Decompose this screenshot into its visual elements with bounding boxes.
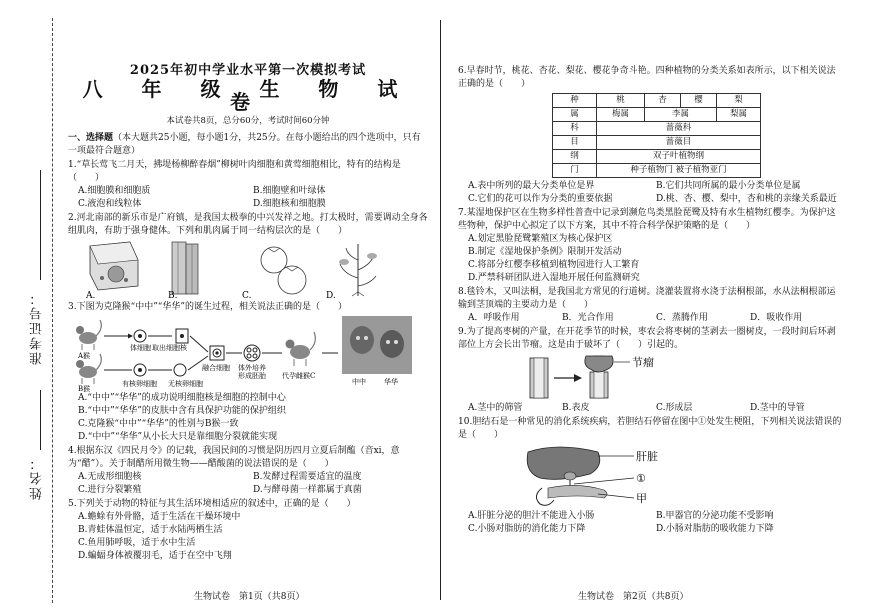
question-1 xyxy=(68,159,428,211)
table-row: 科 蔷薇科 xyxy=(553,122,761,136)
question-stem: 8.毯铃木，又叫法桐，是我国北方常见的行道树。浇灌装置将水浇于法桐根部，水从法桐根部运输到茎顶端的主要动力是（ ） xyxy=(458,287,836,310)
option-a[interactable]: A.细胞膜和细胞质 xyxy=(78,186,151,196)
table-row: 属 梅属 李属 梨属 xyxy=(553,108,761,122)
question-2 xyxy=(68,212,428,300)
option-d[interactable]: D.细胞核和细胞膜 xyxy=(253,199,326,209)
fig-label-liver: 肝脏 xyxy=(636,450,658,463)
fig-label-a: A. xyxy=(86,291,96,300)
fig-label-jia: 甲 xyxy=(636,492,647,505)
option-b[interactable]: B.细胞壁和叶绿体 xyxy=(253,186,326,196)
fig-label-b: B. xyxy=(168,291,178,300)
question-8 xyxy=(458,286,844,325)
monkey-a-icon xyxy=(76,320,101,350)
option-b[interactable]: B.制定《湿地保护条例》限制开发活动 xyxy=(468,247,622,257)
fig-label-c: C. xyxy=(242,291,252,300)
option-d[interactable]: D．吸收作用 xyxy=(750,313,803,323)
option-c[interactable]: C.小肠对脂肪的消化能力下降 xyxy=(468,524,586,534)
question-stem: 6.早春时节，桃花、杏花、梨花、樱花争奇斗艳。四种植物的分类关系如表所示，以下相关说法正确的是（ ） xyxy=(458,66,836,89)
option-c[interactable]: C.形成层 xyxy=(656,403,693,413)
option-a[interactable]: A．呼吸作用 xyxy=(468,313,520,323)
page-1 xyxy=(68,58,428,563)
option-b[interactable]: B.它们共同所属的最小分类单位是属 xyxy=(656,181,801,191)
tomato-illustration xyxy=(261,247,306,294)
girdling-diagram xyxy=(458,352,838,402)
question-10 xyxy=(458,416,844,536)
binding-dash-line xyxy=(52,18,53,603)
exam-info: 本试卷共8页，总分60分，考试时间60分钟 xyxy=(166,116,330,126)
stem-before xyxy=(530,358,548,398)
option-b[interactable]: B.表皮 xyxy=(562,403,590,413)
exam-id-label: 准考证号： xyxy=(30,290,45,365)
step-extract-nucleus: 取出细胞核 xyxy=(152,344,187,352)
exam-title: 2025年初中学业水平第一次模拟考试 xyxy=(129,63,367,78)
option-a[interactable]: A.肝脏分泌的胆汁不能进入小肠 xyxy=(468,511,595,521)
step-in-vitro: 体外培养 xyxy=(238,364,266,372)
option-c[interactable]: C.鱼用肺呼吸，适于水中生活 xyxy=(78,538,196,548)
question-stem: 4.根据东汉《四民月令》的记载，我国民间的习惯是阴历四月立夏后制醢（音xi，意为“醋”）。关于制醋所用微生物——醋酸菌的说法错误的是（ ） xyxy=(68,446,400,469)
muscle-tissue-illustration xyxy=(172,242,198,294)
plant-illustration xyxy=(339,244,377,296)
clone-name-1: 中中 xyxy=(352,378,366,386)
exam-subtitle: 八 年 级 生 物 试 卷 xyxy=(82,77,414,114)
option-a[interactable]: A.“中中”“华华”的成功说明细胞核是细胞的控制中心 xyxy=(78,393,286,403)
option-c[interactable]: C.液泡和线粒体 xyxy=(78,199,142,209)
q2-figure xyxy=(68,238,408,300)
option-b[interactable]: B．光合作用 xyxy=(562,313,614,323)
option-c[interactable]: C．蒸腾作用 xyxy=(656,313,708,323)
cell-illustration xyxy=(90,242,138,290)
section-heading: 一、选择题（本大题共25小题，每小题1分，共25分。在每小题给出的四个选项中，只有一项最符合题意） xyxy=(68,133,421,156)
option-a[interactable]: A.表中所列的最大分类单位是界 xyxy=(468,181,595,191)
option-a[interactable]: A.蟾蜍有外骨骼，适于生活在干燥环境中 xyxy=(78,512,241,522)
page-divider xyxy=(440,20,441,600)
option-b[interactable]: B.发酵过程需要适宜的温度 xyxy=(253,472,362,482)
question-stem: 9.为了提高枣树的产量，在开花季节的时候，枣农会将枣树的茎剥去一圈树皮，一段时间后环剥部位上方会长出节瘤。这是由于破坏了（ ）引起的。 xyxy=(458,327,836,350)
option-d[interactable]: D.与酵母菌一样都属于真菌 xyxy=(253,485,362,495)
exam-id-line xyxy=(40,170,41,280)
option-d[interactable]: D.“中中”“华华”从小长大只是靠细胞分裂就能实现 xyxy=(78,432,278,442)
monkey-b-label: B猴 xyxy=(78,385,91,392)
step-surrogate: 代孕雌猴C xyxy=(282,372,316,380)
footer-page-1: 生物试卷 第1页（共8页） xyxy=(194,592,305,602)
liver-illustration xyxy=(527,447,607,505)
option-c[interactable]: C.进行分裂繁殖 xyxy=(78,485,142,495)
option-c[interactable]: C.它们的花可以作为分类的重要依据 xyxy=(468,194,613,204)
option-d[interactable]: D.严禁科研团队进入湿地开展任何监测研究 xyxy=(468,273,640,283)
question-7 xyxy=(458,207,844,285)
question-3 xyxy=(68,301,428,444)
digestive-diagram xyxy=(458,442,838,510)
option-d[interactable]: D.桃、杏、樱、梨中，杏和桃的亲缘关系最近 xyxy=(656,194,837,204)
fig-label-one: ① xyxy=(636,472,646,485)
question-6 xyxy=(458,65,844,206)
option-b[interactable]: B.青蛙体温恒定，适于水陆两栖生活 xyxy=(78,525,223,535)
monkey-c-icon xyxy=(286,332,316,366)
option-a[interactable]: A.划定黑脸琵鹭繁殖区为核心保护区 xyxy=(468,234,613,244)
option-b[interactable]: B.甲器官的分泌功能不受影响 xyxy=(656,511,774,521)
question-stem: 3.下图为克隆猴“中中”“华华”的诞生过程，相关说法正确的是（ ） xyxy=(68,302,347,312)
option-a[interactable]: A.茎中的筛管 xyxy=(468,403,523,413)
question-5 xyxy=(68,498,428,563)
option-c[interactable]: C.克隆猴“中中”“华华”的性别与B猴一致 xyxy=(78,419,239,429)
option-c[interactable]: C.将部分红樱李移植到植物园进行人工繁育 xyxy=(468,260,640,270)
option-d[interactable]: D.小肠对脂肪的吸收能力下降 xyxy=(656,524,774,534)
page-2 xyxy=(458,64,844,536)
question-stem: 5.下列关于动物的特征与其生活环境相适应的叙述中，正确的是（ ） xyxy=(68,499,356,509)
footer-page-2: 生物试卷 第2页（共8页） xyxy=(578,592,689,602)
question-stem: 1.“草长莺飞二月天，拂堤杨柳醉春烟”柳树叶肉细胞和黄莺细胞相比，特有的结构是（ ） xyxy=(68,160,401,183)
question-stem: 10.胆结石是一种常见的消化系统疾病，若胆结石停留在图中①处发生梗阻，下列相关说法错误的是（ ） xyxy=(458,417,842,440)
step-body-cell: 体细胞 xyxy=(130,344,151,352)
name-line xyxy=(40,390,41,450)
clone-name-2: 华华 xyxy=(384,378,398,386)
option-d[interactable]: D.茎中的导管 xyxy=(750,403,805,413)
binding-margin xyxy=(0,0,60,614)
fig-label-node: 节瘤 xyxy=(632,356,654,369)
question-stem: 2.河北南部的新乐市是广府镇，是我国太极拳的中兴发祥之地。打太极时，需要调动全身各组肌肉，有助于强身健体。下列和肌肉属于同一结构层次的是（ ） xyxy=(68,213,428,236)
step-nucleated-egg: 有核卵细胞 xyxy=(122,380,157,388)
step-enucleated-egg: 无核卵细胞 xyxy=(168,380,203,388)
monkey-a-label: A猴 xyxy=(78,352,91,360)
step-embryo: 形成胚胎 xyxy=(238,372,266,380)
table-row: 纲 双子叶植物纲 xyxy=(553,150,761,164)
table-row: 门 种子植物门 被子植物亚门 xyxy=(553,164,761,178)
step-fused-cell: 融合细胞 xyxy=(202,364,230,372)
option-a[interactable]: A.无成形细胞核 xyxy=(78,472,142,482)
table-row: 目 蔷薇目 xyxy=(553,136,761,150)
fig-label-d: D. xyxy=(326,291,336,300)
name-label: 姓名： xyxy=(30,455,45,500)
cloning-diagram xyxy=(68,314,418,392)
question-9 xyxy=(458,326,844,415)
question-stem: 7.某湿地保护区在生物多样性普查中记录到濒危鸟类黑脸琵鹭及特有水生植物红樱李。为保护这些物种，保护中心拟定了以下方案，其中不符合科学保护策略的是（ ） xyxy=(458,208,836,231)
option-d[interactable]: D.蝙蝠身体被覆羽毛，适于在空中飞翔 xyxy=(78,551,232,561)
option-b[interactable]: B.“中中”“华华”的皮肤中含有具保护功能的保护组织 xyxy=(78,406,286,416)
table-row: 种 桃 杏 樱 梨 xyxy=(553,94,761,108)
classification-table xyxy=(552,93,761,178)
question-4 xyxy=(68,445,428,497)
stem-after xyxy=(585,356,613,398)
